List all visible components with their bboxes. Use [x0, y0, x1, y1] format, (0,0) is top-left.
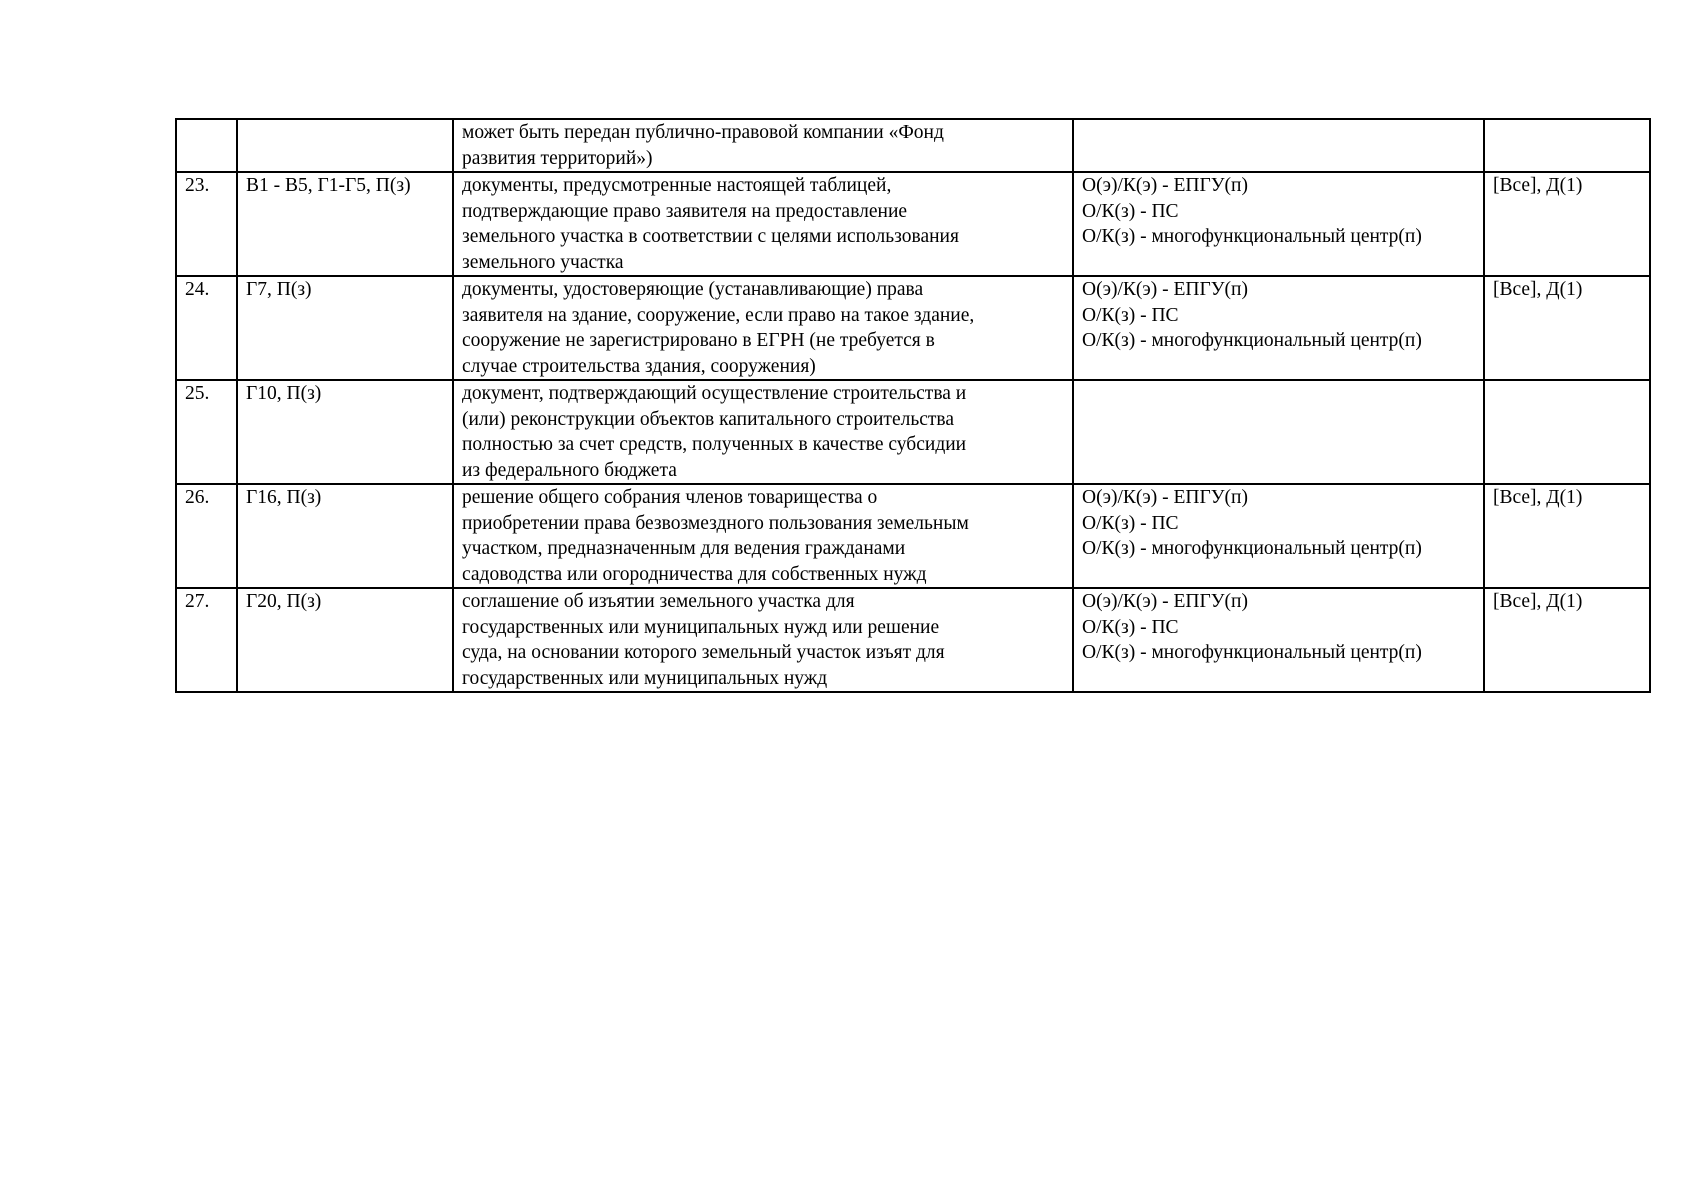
- table-row: [176, 119, 1650, 172]
- document-description-line: может быть передан публично-правовой компании «Фонд: [462, 122, 944, 143]
- document-description-line: (или) реконструкции объектов капитального строительства: [462, 408, 955, 430]
- row-submission-methods: [1073, 484, 1484, 588]
- row-codes: Г16, П(з): [237, 484, 453, 588]
- row-document-description: [453, 380, 1073, 484]
- row-document-description: [453, 119, 1073, 172]
- document-description-line: сооружение не зарегистрировано в ЕГРН (не требуется в: [462, 330, 935, 351]
- row-conditions: [Все], Д(1): [1484, 276, 1650, 380]
- document-description-line: документы, предусмотренные настоящей таблицей,: [462, 175, 892, 196]
- submission-method-line: О(э)/К(э) - ЕПГУ(п): [1082, 279, 1248, 300]
- row-codes: Г7, П(з): [237, 276, 453, 380]
- row-document-description: [453, 172, 1073, 276]
- row-document-description: [453, 276, 1073, 380]
- row-number: 23.: [176, 172, 237, 276]
- document-description-line: случае строительства здания, сооружения): [462, 355, 816, 377]
- document-description-line: государственных или муниципальных нужд или решение: [462, 616, 940, 638]
- table-row: [176, 588, 1650, 692]
- requirements-table: [175, 118, 1651, 693]
- submission-method-line: О(э)/К(э) - ЕПГУ(п): [1082, 487, 1248, 508]
- row-conditions: [1484, 119, 1650, 172]
- submission-method-line: О/К(з) - многофункциональный центр(п): [1082, 538, 1422, 559]
- row-number: [176, 119, 237, 172]
- document-description-line: из федерального бюджета: [462, 459, 677, 481]
- document-description-line: земельного участка в соответствии с целями использования: [462, 226, 959, 247]
- row-conditions: [Все], Д(1): [1484, 172, 1650, 276]
- row-conditions: [1484, 380, 1650, 484]
- row-codes: В1 - В5, Г1-Г5, П(з): [237, 172, 453, 276]
- table-row: [176, 172, 1650, 276]
- document-description-line: участком, предназначенным для ведения гражданами: [462, 538, 906, 559]
- submission-method-line: О(э)/К(э) - ЕПГУ(п): [1082, 591, 1248, 612]
- document-description-line: развития территорий»): [462, 147, 653, 169]
- document-description-line: суда, на основании которого земельный участок изъят для: [462, 642, 945, 663]
- row-submission-methods: [1073, 380, 1484, 484]
- table-row: [176, 484, 1650, 588]
- row-submission-methods: [1073, 276, 1484, 380]
- document-description-line: государственных или муниципальных нужд: [462, 667, 828, 689]
- row-conditions: [Все], Д(1): [1484, 588, 1650, 692]
- document-description-line: приобретении права безвозмездного пользования земельным: [462, 512, 969, 534]
- row-number: 25.: [176, 380, 237, 484]
- submission-method-line: О/К(з) - многофункциональный центр(п): [1082, 330, 1422, 351]
- row-codes: Г20, П(з): [237, 588, 453, 692]
- row-document-description: [453, 588, 1073, 692]
- row-document-description: [453, 484, 1073, 588]
- document-description-line: полностью за счет средств, полученных в качестве субсидии: [462, 434, 967, 455]
- submission-method-line: О/К(з) - многофункциональный центр(п): [1082, 642, 1422, 663]
- row-codes: Г10, П(з): [237, 380, 453, 484]
- row-number: 27.: [176, 588, 237, 692]
- row-codes: [237, 119, 453, 172]
- table-body: [176, 119, 1650, 692]
- submission-method-line: О/К(з) - ПС: [1082, 512, 1179, 534]
- row-number: 24.: [176, 276, 237, 380]
- document-description-line: подтверждающие право заявителя на предоставление: [462, 200, 908, 222]
- document-description-line: заявителя на здание, сооружение, если право на такое здание,: [462, 304, 975, 326]
- table-row: [176, 380, 1650, 484]
- row-conditions: [Все], Д(1): [1484, 484, 1650, 588]
- row-submission-methods: [1073, 172, 1484, 276]
- document-description-line: земельного участка: [462, 251, 624, 273]
- row-number: 26.: [176, 484, 237, 588]
- row-submission-methods: [1073, 588, 1484, 692]
- table-row: [176, 276, 1650, 380]
- submission-method-line: О/К(з) - ПС: [1082, 304, 1179, 326]
- document-description-line: документ, подтверждающий осуществление строительства и: [462, 383, 967, 404]
- document-description-line: документы, удостоверяющие (устанавливающие) права: [462, 279, 924, 300]
- document-description-line: решение общего собрания членов товарищества о: [462, 487, 878, 508]
- submission-method-line: О/К(з) - многофункциональный центр(п): [1082, 226, 1422, 247]
- submission-method-line: О/К(з) - ПС: [1082, 200, 1179, 222]
- submission-method-line: О/К(з) - ПС: [1082, 616, 1179, 638]
- document-description-line: соглашение об изъятии земельного участка для: [462, 591, 855, 612]
- row-submission-methods: [1073, 119, 1484, 172]
- document-description-line: садоводства или огородничества для собственных нужд: [462, 563, 927, 585]
- submission-method-line: О(э)/К(э) - ЕПГУ(п): [1082, 175, 1248, 196]
